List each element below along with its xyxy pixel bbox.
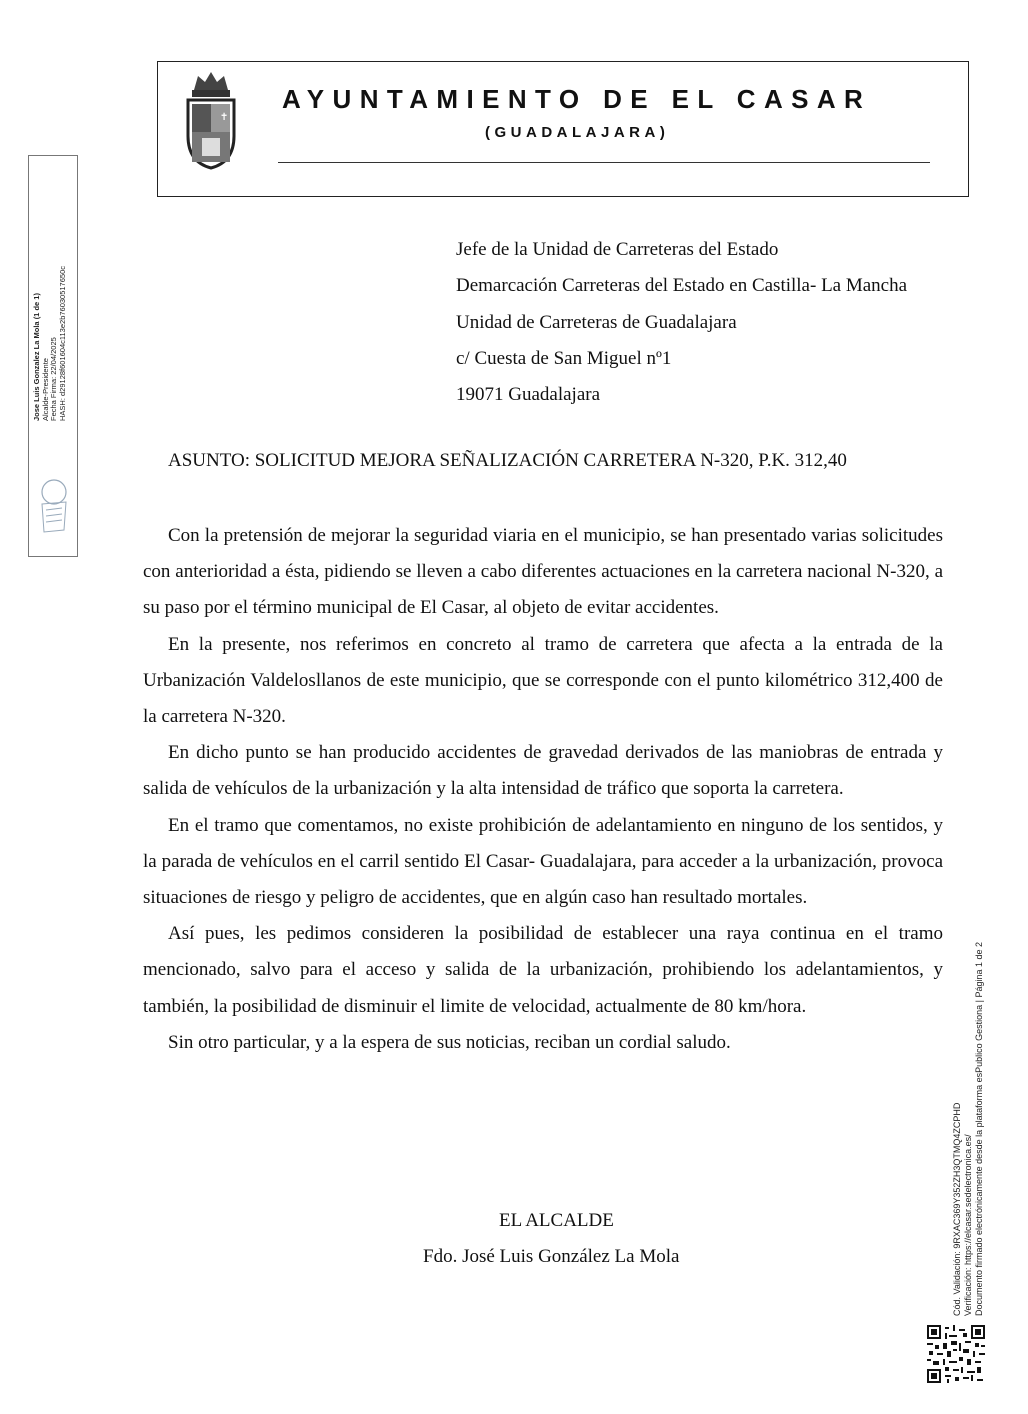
body-paragraph: Con la pretensión de mejorar la seguridad viaria en el municipio, se han presentado varias solicitudes con anterioridad a ésta, pidiendo se lleven a cabo diferentes actuaciones en la carretera nacional N-320, a su paso por el término municipal de El Casar, al objeto de evitar accidentes. (143, 525, 943, 619)
validation-note: Documento firmado electrónicamente desde la plataforma esPublico Gestiona | Página 1 de 2 (974, 941, 984, 1316)
signature-name: Fdo. José Luis González La Mola (423, 1246, 680, 1267)
stamp-role: Alcalde-Presidente (40, 358, 50, 421)
validation-code: Cód. Validación: 9RXAC369Y352ZH3QTMQ4ZCPHD (952, 1102, 962, 1316)
organization-name: AYUNTAMIENTO DE EL CASAR (282, 84, 872, 114)
stamp-hash: HASH: d29128f601604c113e2b76030517650c (57, 266, 67, 421)
letterhead (157, 61, 969, 197)
organization-province: (GUADALAJARA) (485, 124, 670, 141)
subject-line: ASUNTO: SOLICITUD MEJORA SEÑALIZACIÓN CARRETERA N-320, P.K. 312,40 (168, 450, 847, 471)
validation-strip (952, 876, 994, 1316)
recipient-line: 19071 Guadalajara (456, 384, 601, 406)
validation-text (952, 876, 985, 1316)
signature-stamp-text (33, 121, 73, 421)
recipient-line: Demarcación Carreteras del Estado en Castilla- La Mancha (456, 275, 908, 297)
signature-stamp (28, 155, 78, 557)
recipient-address (456, 232, 907, 413)
stamp-signer: Jose Luis Gonzalez La Mola (1 de 1) (32, 293, 41, 421)
header-rule (278, 162, 930, 163)
letter-body (143, 518, 943, 1061)
recipient-line: Jefe de la Unidad de Carreteras del Estado (456, 239, 779, 260)
recipient-line: c/ Cuesta de San Miguel nº1 (456, 347, 672, 369)
qr-code-icon (927, 1325, 985, 1383)
body-paragraph: En la presente, nos referimos en concreto al tramo de carretera que afecta a la entrada de la Urbanización Valdelosllanos de este municipio, que se corresponde con el punto kilométrico 312,400 de la carretera N-320. (143, 633, 943, 728)
recipient-line: Unidad de Carreteras de Guadalajara (456, 311, 737, 333)
body-paragraph: En el tramo que comentamos, no existe prohibición de adelantamiento en ninguno de los sentidos, y la parada de vehículos en el carril sentido El Casar- Guadalajara, para acceder a la urbanización, provoca situaciones de riesgo y peligro de accidentes, que en algún caso han resultado mortales. (143, 814, 943, 909)
validation-url: Verificación: https://elcasar.sedelectronica.es/ (963, 1134, 973, 1316)
signature-title: EL ALCALDE (499, 1210, 614, 1231)
body-paragraph: En dicho punto se han producido accidentes de gravedad derivados de las maniobras de entrada y salida de vehículos de la urbanización y la alta intensidad de tráfico que soporta la carretera. (143, 742, 943, 800)
seal-icon (36, 474, 72, 534)
stamp-date: Fecha Firma: 22/04/2025 (49, 337, 59, 421)
body-paragraph: Así pues, les pedimos consideren la posibilidad de establecer una raya continua en el tramo mencionado, salvo para el acceso y salida de la urbanización, prohibiendo los adelantamientos, y también, la posibilidad de disminuir el limite de velocidad, actualmente de 80 km/hora. (143, 923, 943, 1017)
svg-text:✝: ✝ (220, 112, 229, 123)
body-paragraph: Sin otro particular, y a la espera de sus noticias, reciban un cordial saludo. (168, 1031, 731, 1053)
coat-of-arms-icon (180, 68, 242, 172)
